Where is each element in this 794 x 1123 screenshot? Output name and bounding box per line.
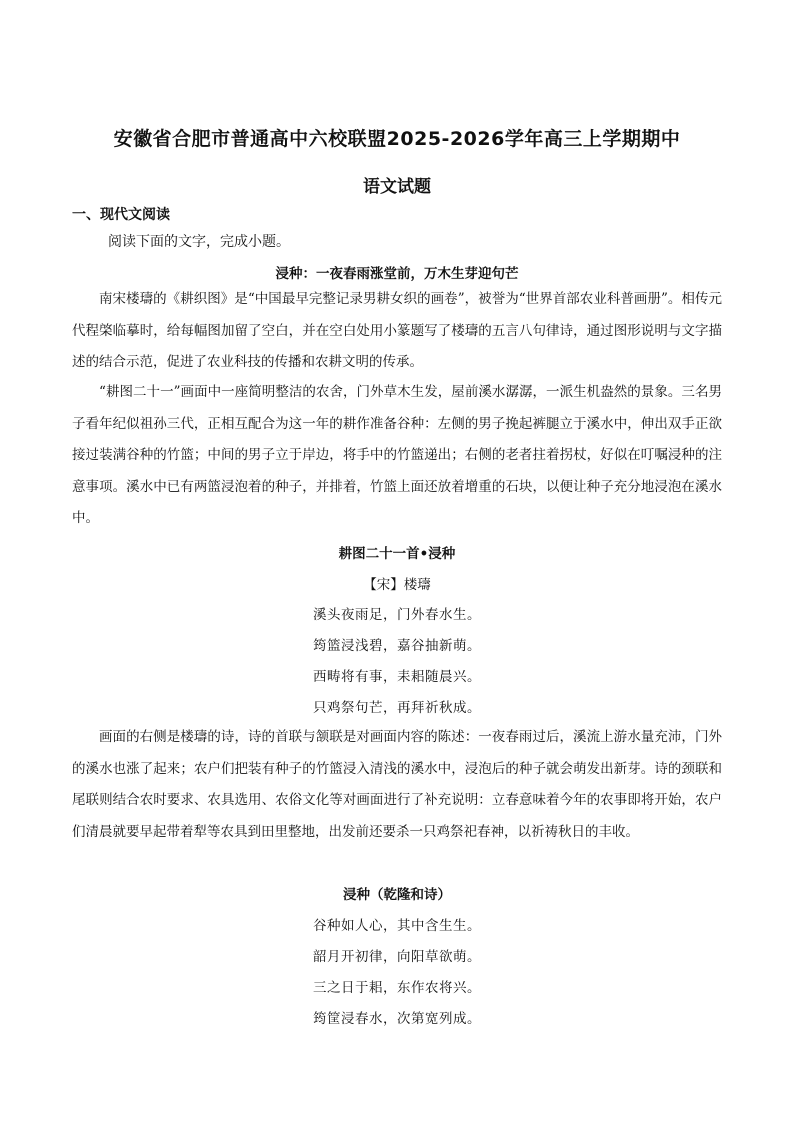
reading-instruction: 阅读下面的文字，完成小题。 xyxy=(108,234,290,250)
paragraph-1: 南宋楼璹的《耕织图》是“中国最早完整记录男耕女织的画卷”，被誉为“世界首部农业科普画册”。相传元代程棨临摹时，给每幅图加留了空白，并在空白处用小篆题写了楼璹的五言八句律诗，通过图形说明与文字描述的结合示范，促进了农业科技的传播和农耕文明的传承。 xyxy=(72,291,722,370)
poem1-line: 溪头夜雨足，门外春水生。 xyxy=(313,607,481,623)
poem1-line: 只鸡祭句芒，再拜祈秋成。 xyxy=(313,700,481,716)
poem2-line: 三之日于耜，东作农将兴。 xyxy=(313,980,481,996)
exam-title: 安徽省合肥市普通高中六校联盟2025-2026学年高三上学期期中 xyxy=(113,128,681,150)
poem2-line: 谷种如人心，其中含生生。 xyxy=(313,918,481,934)
poem1-line: 西畴将有事，耒耜随晨兴。 xyxy=(313,669,481,685)
poem2-title: 浸种（乾隆和诗） xyxy=(343,887,451,903)
paragraph-2: “耕图二十一”画面中一座简明整洁的农舍，门外草木生发，屋前溪水潺潺，一派生机盎然的景象。三名男子看年纪似祖孙三代，正相互配合为这一年的耕作准备谷种：左侧的男子挽起裤腿立于溪水中，伸出双手正欲接过装满谷种的竹篮；中间的男子立于岸边，将手中的竹篮递出；右侧的老者拄着拐杖，好似在叮嘱浸种的注意事项。溪水中已有两篮浸泡着的种子，并排着，竹篮上面还放着增重的石块，以便让种子充分地浸泡在溪水中。 xyxy=(72,384,722,526)
poem1-line: 筠篮浸浅碧，嘉谷抽新萌。 xyxy=(313,638,481,654)
section-heading: 一、现代文阅读 xyxy=(72,207,170,223)
poem1-author: 【宋】楼璹 xyxy=(363,577,431,593)
article-heading: 浸种：一夜春雨涨堂前，万木生芽迎句芒 xyxy=(275,266,519,282)
poem2-line: 韶月开初律，向阳草欲萌。 xyxy=(313,949,481,965)
paragraph-3: 画面的右侧是楼璹的诗，诗的首联与颔联是对画面内容的陈述：一夜春雨过后，溪流上游水量充沛，门外的溪水也涨了起来；农户们把装有种子的竹篮浸入清浅的溪水中，浸泡后的种子就会萌发出新芽。诗的颈联和尾联则结合农时要求、农具选用、农俗文化等对画面进行了补充说明：立春意味着今年的农事即将开始，农户们清晨就要早起带着犁等农具到田里整地，出发前还要杀一只鸡祭祀春神，以祈祷秋日的丰收。 xyxy=(72,729,722,840)
exam-subtitle: 语文试题 xyxy=(363,177,431,197)
poem1-title: 耕图二十一首•浸种 xyxy=(338,546,456,562)
poem2-line: 筠筐浸春水，次第宽列成。 xyxy=(313,1011,481,1027)
